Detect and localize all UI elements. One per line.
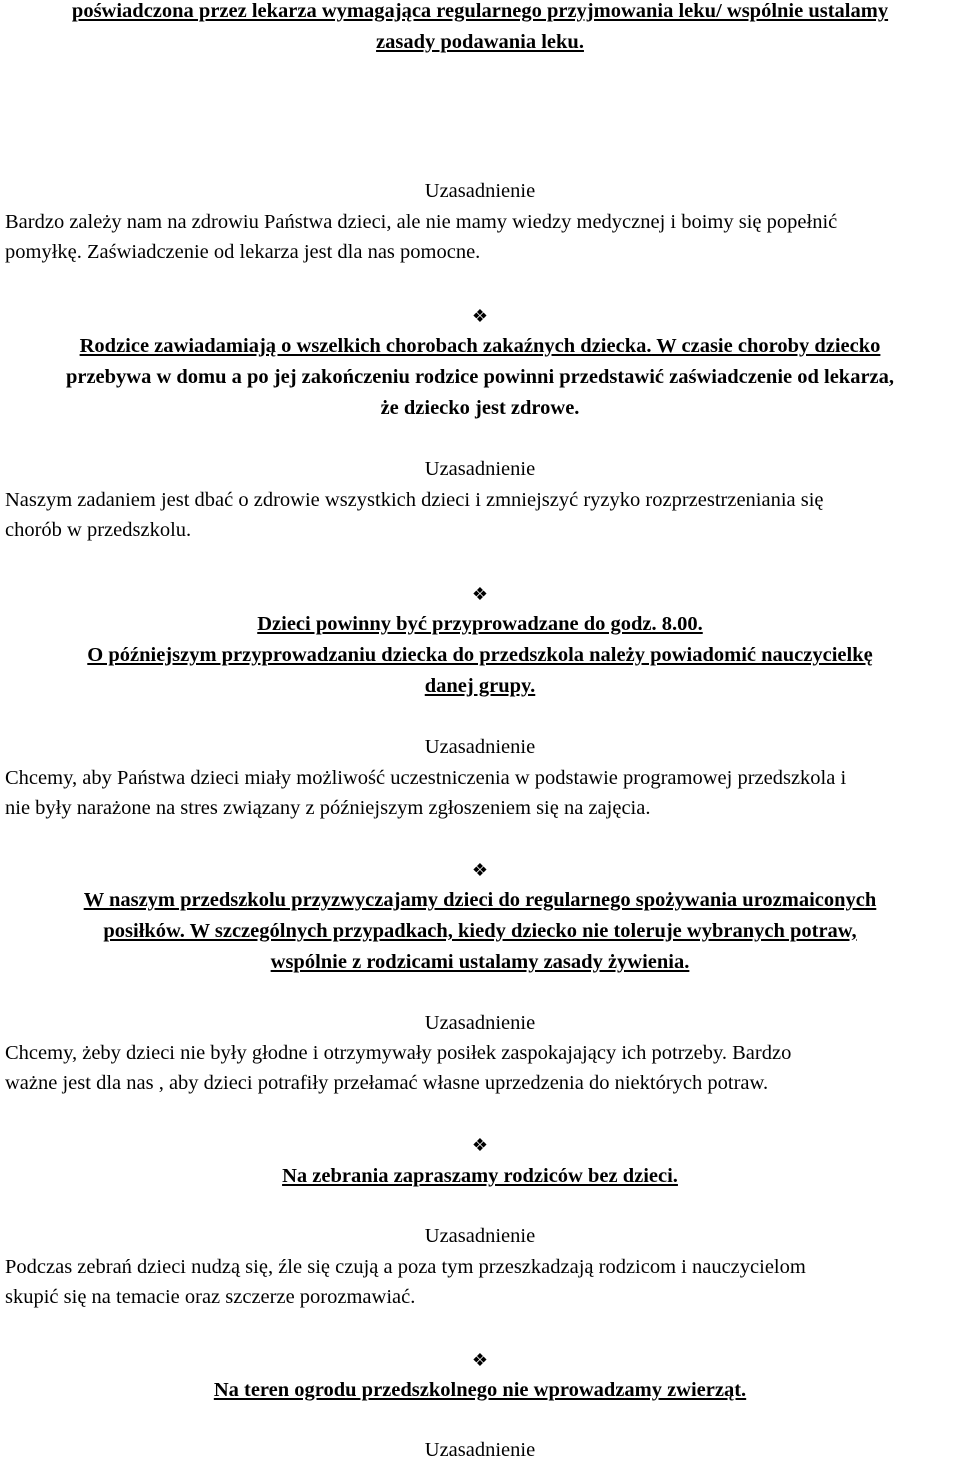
reason-text-line: Naszym zadaniem jest dbać o zdrowie wszystkich dzieci i zmniejszyć ryzyko rozprzestrzeniania się: [5, 489, 824, 511]
reason-heading: Uzasadnienie: [424, 180, 536, 202]
bullet-icon: ❖: [471, 584, 489, 604]
rule-line: że dziecko jest zdrowe.: [380, 397, 580, 419]
bullet-icon: ❖: [471, 1350, 489, 1370]
reason-text-line: Chcemy, żeby dzieci nie były głodne i otrzymywały posiłek zaspokajający ich potrzeby. Bardzo: [5, 1042, 792, 1064]
reason-text-line: Podczas zebrań dzieci nudzą się, źle się czują a poza tym przeszkadzają rodzicom i nauczycielom: [5, 1256, 806, 1278]
reason-heading: Uzasadnienie: [424, 736, 536, 758]
rule-line: wspólnie z rodzicami ustalamy zasady żywienia.: [270, 951, 690, 973]
rule-line: posiłków. W szczególnych przypadkach, kiedy dziecko nie toleruje wybranych potraw,: [103, 920, 857, 942]
rule-line: Dzieci powinny być przyprowadzane do godz. 8.00.: [257, 613, 703, 635]
intro-line-1: poświadczona przez lekarza wymagająca regularnego przyjmowania leku/ wspólnie ustalamy: [71, 0, 889, 22]
reason-text-line: chorób w przedszkolu.: [5, 519, 192, 541]
reason-heading: Uzasadnienie: [424, 458, 536, 480]
rule-text: Rodzice zawiadamiają o wszelkich chorobach zakaźnych dziecka.: [79, 335, 652, 357]
reason-heading: Uzasadnienie: [424, 1012, 536, 1034]
rule-line: O późniejszym przyprowadzaniu dziecka do przedszkola należy powiadomić nauczycielkę: [87, 644, 873, 666]
reason-text-line: Bardzo zależy nam na zdrowiu Państwa dzieci, ale nie mamy wiedzy medycznej i boimy się popełnić: [5, 211, 838, 233]
rule-line: danej grupy.: [424, 675, 536, 697]
bullet-icon: ❖: [471, 1135, 489, 1155]
reason-text-line: pomyłkę. Zaświadczenie od lekarza jest dla nas pomocne.: [5, 241, 481, 263]
rule-text: W czasie choroby dziecko: [651, 335, 881, 357]
reason-heading: Uzasadnienie: [424, 1225, 536, 1247]
intro-line-2: zasady podawania leku.: [376, 31, 584, 53]
rule-line: [0, 332, 960, 360]
reason-heading: Uzasadnienie: [424, 1439, 536, 1461]
rule-line: W naszym przedszkolu przyzwyczajamy dzieci do regularnego spożywania urozmaiconych: [83, 889, 877, 911]
reason-text-line: ważne jest dla nas , aby dzieci potrafiły przełamać własne uprzedzenia do niektórych potraw.: [5, 1072, 769, 1094]
reason-text-line: nie były narażone na stres związany z późniejszym zgłoszeniem się na zajęcia.: [5, 797, 651, 819]
rule-line: Na zebrania zapraszamy rodziców bez dzieci.: [282, 1165, 678, 1187]
rule-line: przebywa w domu a po jej zakończeniu rodzice powinni przedstawić zaświadczenie od lekarza,: [65, 366, 895, 388]
rule-line: Na teren ogrodu przedszkolnego nie wprowadzamy zwierząt.: [213, 1379, 747, 1401]
bullet-icon: ❖: [471, 306, 489, 326]
reason-text-line: Chcemy, aby Państwa dzieci miały możliwość uczestniczenia w podstawie programowej przedszkola i: [5, 767, 847, 789]
reason-text-line: skupić się na temacie oraz szczerze porozmawiać.: [5, 1286, 416, 1308]
bullet-icon: ❖: [471, 860, 489, 880]
